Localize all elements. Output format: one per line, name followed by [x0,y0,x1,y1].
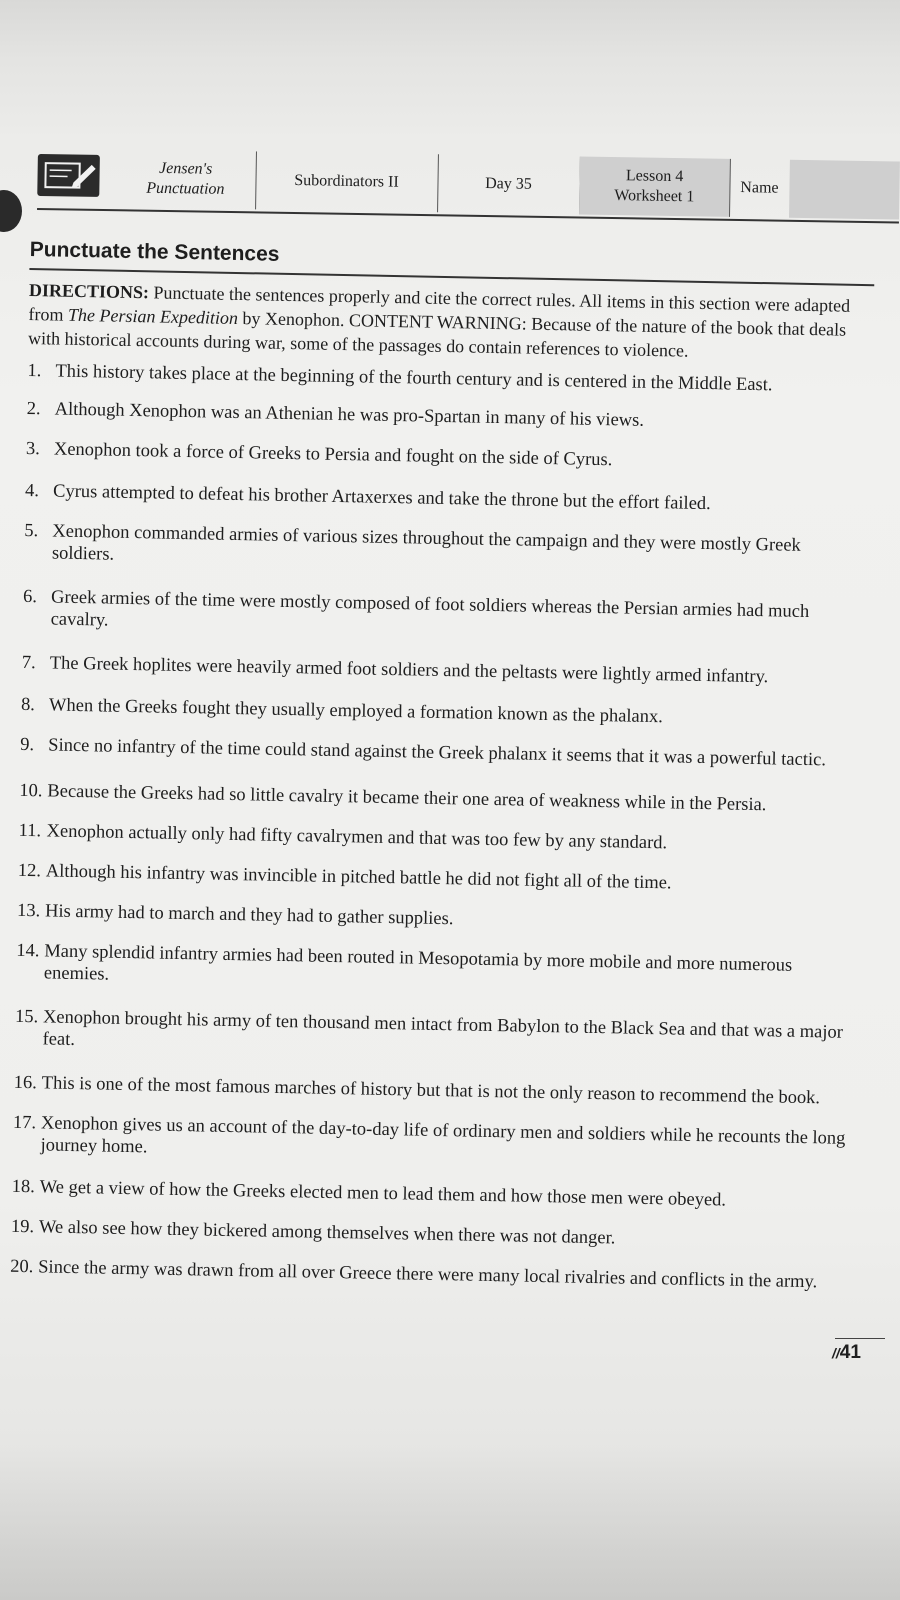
sentence-text: Xenophon actually only had fifty cavalrymen and that was too few by any standard. [46,821,668,854]
sentence-text: Since the army was drawn from all over Greece there were many local rivalries and conflicts in the army. [38,1257,818,1293]
sentence-text: Many splendid infantry armies had been routed in Mesopotamia by more mobile and more numerous enemies. [43,941,793,985]
sentence-number: 14. [16,940,40,962]
worksheet-number: Worksheet 1 [614,187,695,206]
sentence-item [11,1216,854,1254]
sentence-item [21,694,864,732]
pencil-notebook-icon [37,154,100,197]
page-number-rule [835,1338,885,1339]
sentence-text: Cyrus attempted to defeat his brother Artaxerxes and take the throne but the effort failed. [52,481,711,515]
sentence-item [27,398,870,436]
course-title [115,149,256,209]
sentence-item [12,1112,856,1172]
sentence-text: Although his infantry was invincible in pitched battle he did not fight all of the time. [45,861,672,894]
sentence-text: Xenophon brought his army of ten thousand men intact from Babylon to the Black Sea and that was a major feat. [42,1007,844,1051]
sentence-item [20,734,863,772]
book-title: The Persian Expedition [67,304,239,329]
sentence-item [19,780,862,818]
worksheet-header [37,148,900,240]
sentence-item [25,480,868,518]
section-title: Punctuate the Sentences [29,238,874,286]
sentence-number: 1. [27,360,42,382]
sentence-item [22,652,865,690]
sentence-text: Because the Greeks had so little cavalry it became their one area of weakness while in the Persia. [47,781,767,816]
sentence-text: We also see how they bickered among themselves when there was not danger. [38,1217,616,1249]
page-number [832,1342,861,1364]
sentence-number: 7. [21,652,36,674]
page-number-value: 41 [839,1342,861,1363]
sentence-item [24,520,868,580]
course-title-line1: Jensen's [158,159,213,178]
sentence-item [14,1006,858,1066]
sentence-item [27,360,870,398]
sentence-list [10,360,887,1294]
sentence-number: 19. [10,1216,35,1238]
sentence-item [17,900,860,938]
sentence-text: Xenophon took a force of Greeks to Persia and fought on the side of Cyrus. [53,439,613,471]
sentence-number: 12. [17,860,42,882]
sentence-text: This is one of the most famous marches of history but that is not the only reason to recommend the book. [41,1073,821,1109]
lesson-number: Lesson 4 [625,167,684,186]
sentence-number: 10. [19,780,43,802]
sentence-item [18,860,861,898]
sentence-text: When the Greeks fought they usually employed a formation known as the phalanx. [48,695,664,728]
sentence-item [18,820,861,858]
sentence-item [12,1176,855,1214]
sentence-number: 17. [12,1112,37,1134]
sentence-number: 20. [10,1256,34,1278]
sentence-number: 4. [24,480,40,502]
name-field[interactable] [789,160,900,220]
directions-text-1: Punctuate the sentences properly and cite the correct rules. All items in this section were adapted from [28,282,851,325]
sentence-number: 13. [16,900,41,922]
sentence-number: 9. [20,734,35,756]
unit-title: Subordinators II [294,172,399,191]
sentence-number: 15. [14,1006,39,1028]
sentence-text: Xenophon commanded armies of various sizes throughout the campaign and they were mostly Greek soldiers. [51,521,801,565]
lesson-label [579,157,730,217]
sentence-text: This history takes place at the beginning of the fourth century and is centered in the Middle East. [55,361,773,396]
sentence-text: Greek armies of the time were mostly composed of foot soldiers whereas the Persian armies had much cavalry. [50,587,810,631]
sentence-number: 18. [11,1176,36,1198]
page-shadow [0,1440,900,1600]
sentence-number: 5. [24,520,39,542]
worksheet-content [10,238,890,1312]
page-number-prefix: // [832,1345,840,1361]
sentence-item [14,1072,857,1110]
sentence-text: Although Xenophon was an Athenian he was pro-Spartan in many of his views. [54,399,645,431]
sentence-text: Since no infantry of the time could stand against the Greek phalanx it seems that it was a powerful tactic. [48,735,827,771]
sentence-item [22,586,866,646]
course-title-line2: Punctuation [146,179,225,198]
sentence-item [26,438,869,476]
sentence-number: 3. [25,438,41,460]
sentence-item [16,940,860,1000]
directions [28,278,874,366]
name-label: Name [740,179,779,197]
sentence-number: 2. [26,398,41,420]
directions-text-2: by Xenophon. CONTENT WARNING: Because of the nature of the book that deals with historical accounts during war, some of the passages do contain references to violence. [27,308,847,361]
binder-hole [0,190,22,232]
directions-label: DIRECTIONS: [28,279,150,303]
sentence-text: Xenophon gives us an account of the day-to-day life of ordinary men and soldiers while he recounts the long journey home. [40,1113,846,1158]
sentence-number: 8. [20,694,36,716]
sentence-text: His army had to march and they had to gather supplies. [44,901,454,930]
sentence-text: The Greek hoplites were heavily armed foot soldiers and the peltasts were lightly armed infantry. [49,653,769,688]
sentence-number: 11. [18,820,42,842]
day-label: Day 35 [485,175,532,193]
sentence-number: 6. [22,586,38,608]
sentence-item [10,1256,853,1294]
sentence-text: We get a view of how the Greeks elected men to lead them and how those men were obeyed. [39,1177,727,1211]
sentence-number: 16. [13,1072,38,1094]
